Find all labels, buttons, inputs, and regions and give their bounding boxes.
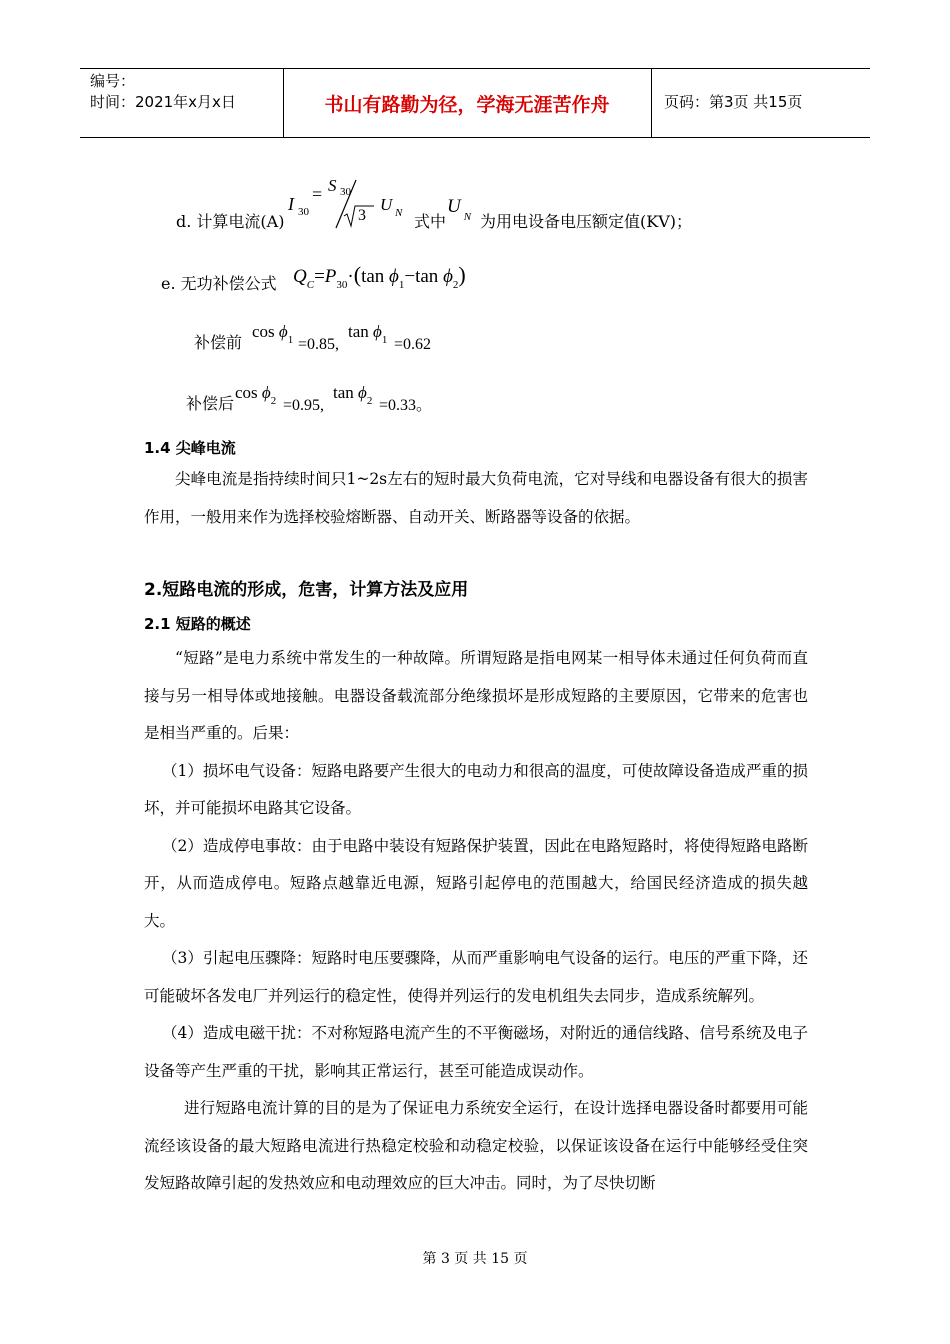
after-cos: $\cos \phi_2$ [235, 383, 277, 407]
page-header [80, 68, 870, 138]
paragraph: “短路”是电力系统中常发生的一种故障。所谓短路是指电网某一相导体未通过任何负荷而直接与另一相导体或地接触。电器设备载流部分绝缘损坏是形成短路的主要原因，它带来的危害也是相当严重的。后果： [144, 649, 808, 742]
section-2-1-body [144, 640, 808, 1203]
header-motto: 书山有路勤为径，学海无涯苦作舟 [324, 93, 610, 116]
list-item: （1）损坏电气设备：短路电路要产生很大的电动力和很高的温度，可使故障设备造成严重的损坏，并可能损坏电路其它设备。 [144, 761, 808, 817]
formula-d-label: d. 计算电流(A) [176, 212, 285, 231]
before-cos: $\cos \phi_1$ [252, 322, 294, 346]
header-page-info: 页码：第3页 共15页 [664, 93, 803, 111]
page-footer: 第 3 页 共 15 页 [422, 1251, 528, 1267]
time-label: 时间：2021年x月x日 [90, 93, 236, 111]
formula-d-un: U $_N$ [447, 196, 472, 223]
after-tan-value: =0.33。 [379, 397, 433, 414]
before-tan: $\tan \phi_1$ [348, 322, 388, 346]
before-cos-value: =0.85, [298, 336, 340, 353]
paragraph: 尖峰电流是指持续时间只1~2s左右的短时最大负荷电流，它对导线和电器设备有很大的损害作用，一般用来作为选择校验熔断器、自动开关、断路器等设备的依据。 [144, 470, 808, 526]
formula-d-explain-suffix: 为用电设备电压额定值(KV)； [480, 212, 692, 231]
section-2-1-title: 2.1 短路的概述 [144, 615, 251, 633]
fraction-slash-icon [334, 176, 414, 232]
formula-d-current: I 30 = S 30 3 U N [288, 176, 414, 232]
after-compensation-label: 补偿后 [186, 394, 235, 413]
number-label: 编号： [90, 72, 136, 90]
list-item: （3）引起电压骤降：短路时电压要骤降，从而严重影响电气设备的运行。电压的严重下降，还可能破坏各发电厂并列运行的稳定性，使得并列运行的发电机组失去同步，造成系统解列。 [144, 949, 808, 1005]
header-divider [651, 69, 652, 137]
formula-e-label: e. 无功补偿公式 [161, 274, 277, 293]
after-cos-value: =0.95, [283, 397, 325, 414]
after-tan: $\tan \phi_2$ [333, 383, 373, 407]
list-item: （2）造成停电事故：由于电路中装设有短路保护装置，因此在电路短路时，将使得短路电路断开，从而造成停电。短路点越靠近电源，短路引起停电的范围越大，给国民经济造成的损失越大。 [144, 836, 808, 930]
paragraph: 进行短路电流计算的目的是为了保证电力系统安全运行，在设计选择电器设备时都要用可能流经该设备的最大短路电流进行热稳定校验和动稳定校验，以保证该设备在运行中能够经受住突发短路故障引起的发热效应和电动理效应的巨大冲击。同时，为了尽快切断 [144, 1099, 808, 1192]
formula-e-expression: $Q_C=P_{30}\cdot(\tan$ $\phi_1-\tan$ $\phi_2$) [293, 262, 466, 291]
before-tan-value: =0.62 [394, 336, 432, 353]
header-meta [90, 71, 236, 113]
section-1-4-title: 1.4 尖峰电流 [144, 439, 236, 457]
formula-d-explain-prefix: 式中 [414, 212, 447, 231]
section-1-4-body [144, 461, 808, 536]
before-compensation-label: 补偿前 [194, 333, 243, 352]
list-item: （4）造成电磁干扰：不对称短路电流产生的不平衡磁场，对附近的通信线路、信号系统及电子设备等产生严重的干扰，影响其正常运行，甚至可能造成误动作。 [144, 1024, 808, 1080]
section-2-title: 2.短路电流的形成，危害，计算方法及应用 [144, 580, 469, 600]
